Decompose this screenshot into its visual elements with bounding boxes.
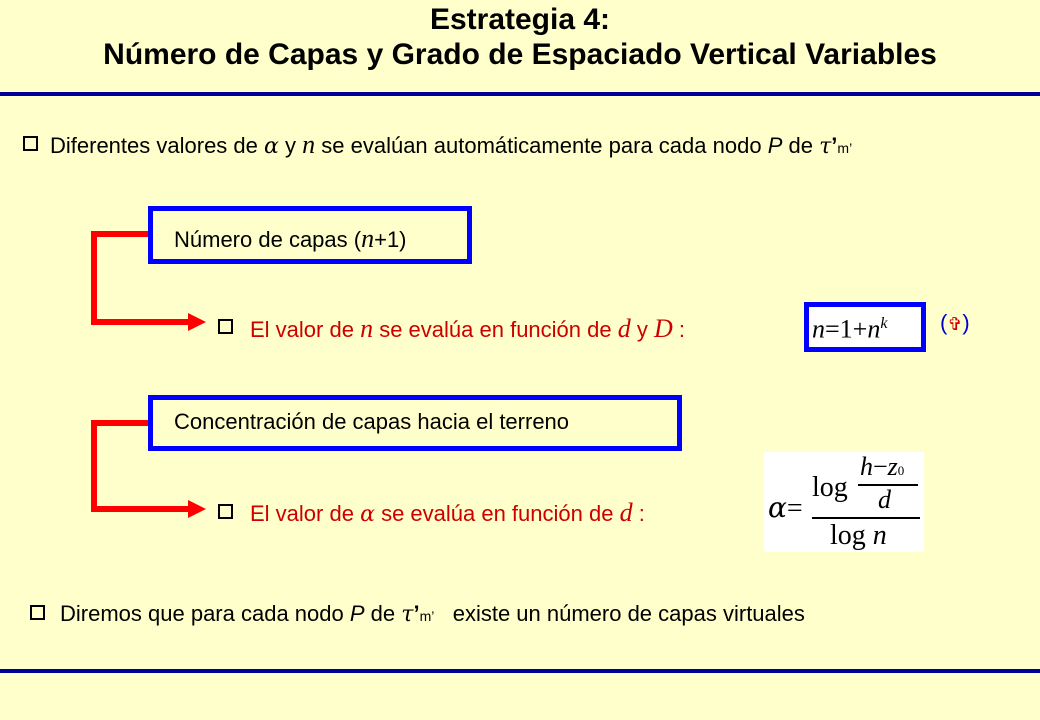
math-op: −	[873, 452, 888, 481]
subscript: m’	[837, 140, 853, 156]
arrowhead-1	[188, 313, 206, 331]
math-subscript: 0	[897, 463, 905, 478]
text-segment: :	[678, 317, 686, 342]
prime-symbol: ’	[413, 601, 420, 626]
math-num: 1	[839, 314, 853, 344]
top-rule	[0, 92, 1040, 96]
cross-marker	[940, 310, 970, 338]
math-var: n	[812, 314, 825, 344]
sub-bullet-2-text	[250, 500, 645, 528]
text-segment: y	[285, 133, 296, 158]
formula-alpha-lhs	[768, 492, 803, 525]
text-segment: Diremos que para cada nodo	[60, 601, 344, 626]
text-segment: :	[638, 501, 645, 526]
text-segment: )	[962, 310, 970, 335]
title-line-2: Número de Capas y Grado de Espaciado Vertical Variables	[103, 38, 937, 71]
math-op: =	[825, 314, 840, 344]
title-line-1: Estrategia 4:	[429, 3, 611, 36]
text-segment: existe un número de capas virtuales	[452, 601, 805, 626]
arrowhead-2	[188, 500, 206, 518]
text-segment: Número de capas (	[174, 227, 362, 252]
bullet-marker	[218, 319, 233, 334]
math-op: =	[786, 493, 803, 524]
sub-bullet-1-text	[250, 316, 685, 343]
text-segment: y	[636, 317, 648, 342]
formula-alpha-inner-den: d	[878, 485, 891, 514]
main-fraction-bar	[812, 517, 920, 519]
math-op: +	[852, 314, 868, 344]
bullet-marker	[218, 504, 233, 519]
bullet-marker	[30, 605, 45, 620]
cross-icon: ✞	[947, 314, 963, 335]
layers-box-label	[174, 226, 407, 253]
d-symbol: d	[619, 498, 633, 527]
math-var: h	[860, 452, 873, 481]
n-symbol: n	[302, 130, 316, 159]
formula-n	[812, 308, 887, 346]
tau-symbol: τ	[401, 602, 414, 627]
alpha-symbol: α	[360, 502, 375, 527]
formula-alpha-inner-num	[860, 452, 904, 486]
slide-title	[0, 2, 1040, 72]
bullet-marker	[23, 136, 38, 151]
text-segment: se evalúan automáticamente para cada nodo	[321, 133, 762, 158]
math-var: z	[887, 452, 898, 481]
text-segment: El valor de	[250, 317, 354, 342]
text-segment: de	[370, 601, 396, 626]
P-symbol: P	[349, 601, 365, 626]
text-segment: se evalúa en función de	[379, 317, 612, 342]
text-segment: +1)	[374, 227, 407, 252]
text-segment: Diferentes valores de	[50, 133, 258, 158]
text-segment: se evalúa en función de	[381, 501, 614, 526]
math-var: α	[768, 491, 787, 524]
text-segment: (	[940, 310, 948, 335]
D-symbol: D	[653, 314, 673, 343]
prime-symbol: ’	[831, 133, 838, 158]
formula-alpha-den	[830, 520, 887, 552]
math-func: log	[830, 520, 866, 551]
concentration-box-label: Concentración de capas hacia el terreno	[174, 409, 570, 434]
math-exponent: k	[880, 315, 888, 332]
tau-symbol: τ	[819, 134, 832, 159]
text-segment: de	[788, 133, 813, 158]
bullet-2-text	[60, 601, 805, 629]
alpha-symbol: α	[264, 134, 279, 159]
bottom-rule	[0, 669, 1040, 673]
n-symbol: n	[360, 314, 374, 343]
d-symbol: d	[617, 314, 631, 343]
n-symbol: n	[361, 224, 375, 253]
text-segment: El valor de	[250, 501, 354, 526]
P-symbol: P	[767, 133, 783, 158]
math-var: n	[867, 314, 881, 344]
math-var: n	[872, 520, 887, 551]
subscript: m’	[419, 608, 435, 624]
formula-alpha-log-top: log	[812, 472, 848, 503]
bullet-1-text	[50, 132, 852, 161]
